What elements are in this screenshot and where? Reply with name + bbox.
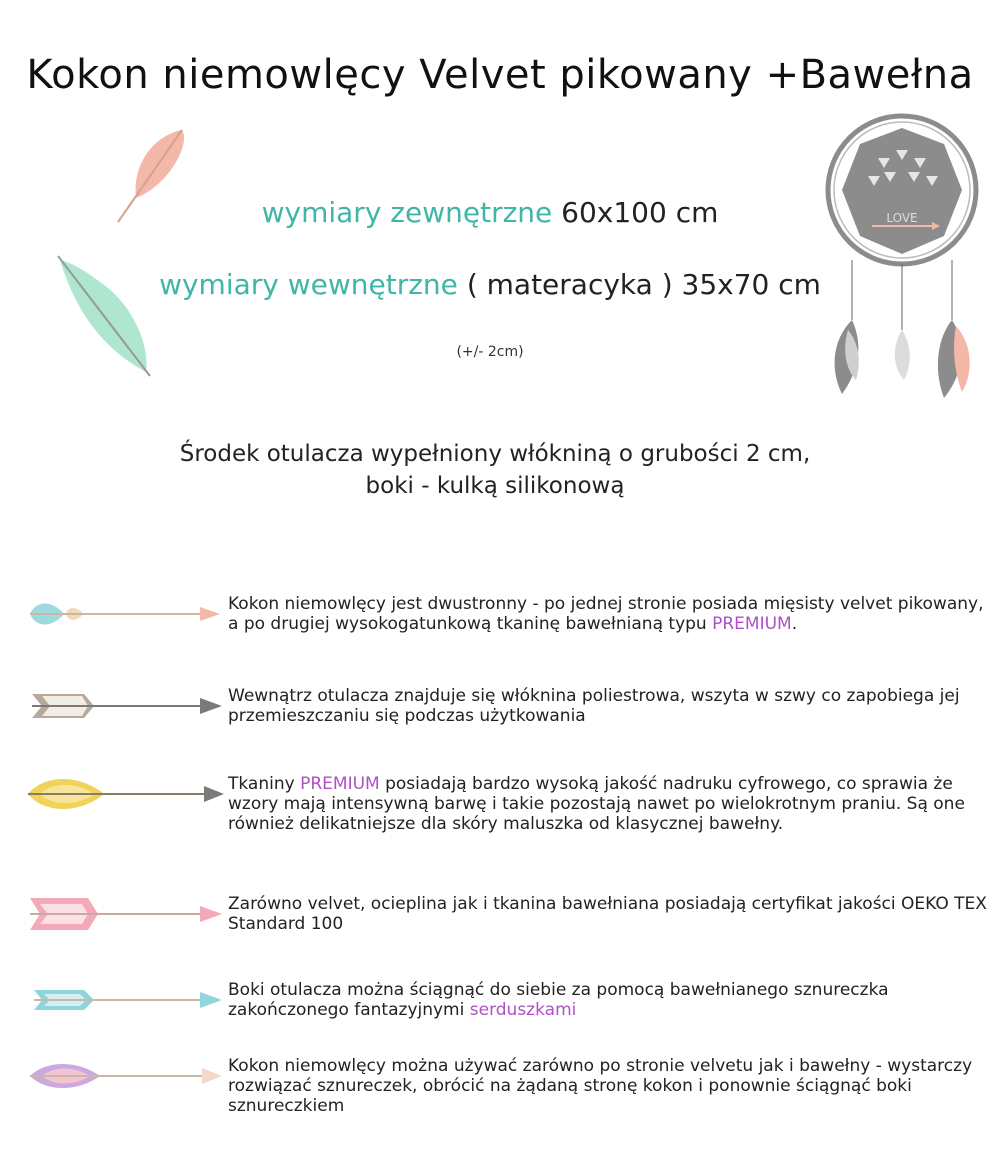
feature-item	[24, 686, 1000, 766]
page-title: Kokon niemowlęcy Velvet pikowany +Bawełna	[26, 52, 974, 98]
dreamcatcher-label: LOVE	[886, 211, 918, 225]
feature-text: Zarówno velvet, ocieplina jak i tkanina bawełniana posiadają certyfikat jakości OEKO TEX Standard 100	[228, 894, 987, 934]
feature-item	[24, 980, 1000, 1060]
feature-text: Wewnątrz otulacza znajduje się włóknina poliestrowa, wszyta w szwy co zapobiega jej przemieszczaniu się podczas użytkowania	[228, 686, 960, 726]
feather-arrow-icon	[24, 686, 224, 726]
feature-text: Boki otulacza można ściągnąć do siebie za pomocą bawełnianego sznureczka zakończonego fantazyjnymi serduszkami	[228, 980, 889, 1020]
inner-dimensions-value: ( materacyka ) 35x70 cm	[466, 268, 821, 301]
dreamcatcher-icon	[812, 110, 992, 410]
feature-item	[24, 894, 1000, 974]
filling-description	[0, 438, 990, 502]
feather-arrow-icon	[24, 894, 224, 934]
filling-line-1: Środek otulacza wypełniony włókniną o grubości 2 cm,	[179, 441, 811, 467]
feature-text: Tkaniny PREMIUM posiadają bardzo wysoką jakość nadruku cyfrowego, co sprawia że wzory mają intensywną barwę i takie pozostają nawet po wielokrotnym praniu. Są one również delikatniejsze dla skóry maluszka od klasycznej bawełny.	[228, 774, 965, 834]
filling-line-2: boki - kulką silikonową	[365, 473, 625, 499]
feather-arrow-icon	[24, 594, 224, 634]
inner-dimensions	[0, 268, 980, 301]
feature-text: Kokon niemowlęcy można używać zarówno po stronie velvetu jak i bawełny - wystarczy rozwiązać sznureczek, obrócić na żądaną stronę kokon i ponownie ściągnąć boki sznureczkiem	[228, 1056, 973, 1116]
outer-dimensions-label: wymiary zewnętrzne	[261, 196, 553, 229]
feather-arrow-icon	[24, 774, 224, 814]
feather-arrow-icon	[24, 1056, 224, 1096]
dimension-tolerance: (+/- 2cm)	[456, 344, 524, 360]
inner-dimensions-label: wymiary wewnętrzne	[159, 268, 458, 301]
feature-item	[24, 774, 1000, 854]
feature-item	[24, 1056, 1000, 1136]
feature-item	[24, 594, 1000, 674]
feather-arrow-icon	[24, 980, 224, 1020]
feature-text: Kokon niemowlęcy jest dwustronny - po jednej stronie posiada mięsisty velvet pikowany, a po drugiej wysokogatunkową tkaninę bawełnianą typu PREMIUM.	[228, 594, 984, 634]
outer-dimensions-value: 60x100 cm	[561, 196, 719, 229]
outer-dimensions	[0, 196, 980, 229]
